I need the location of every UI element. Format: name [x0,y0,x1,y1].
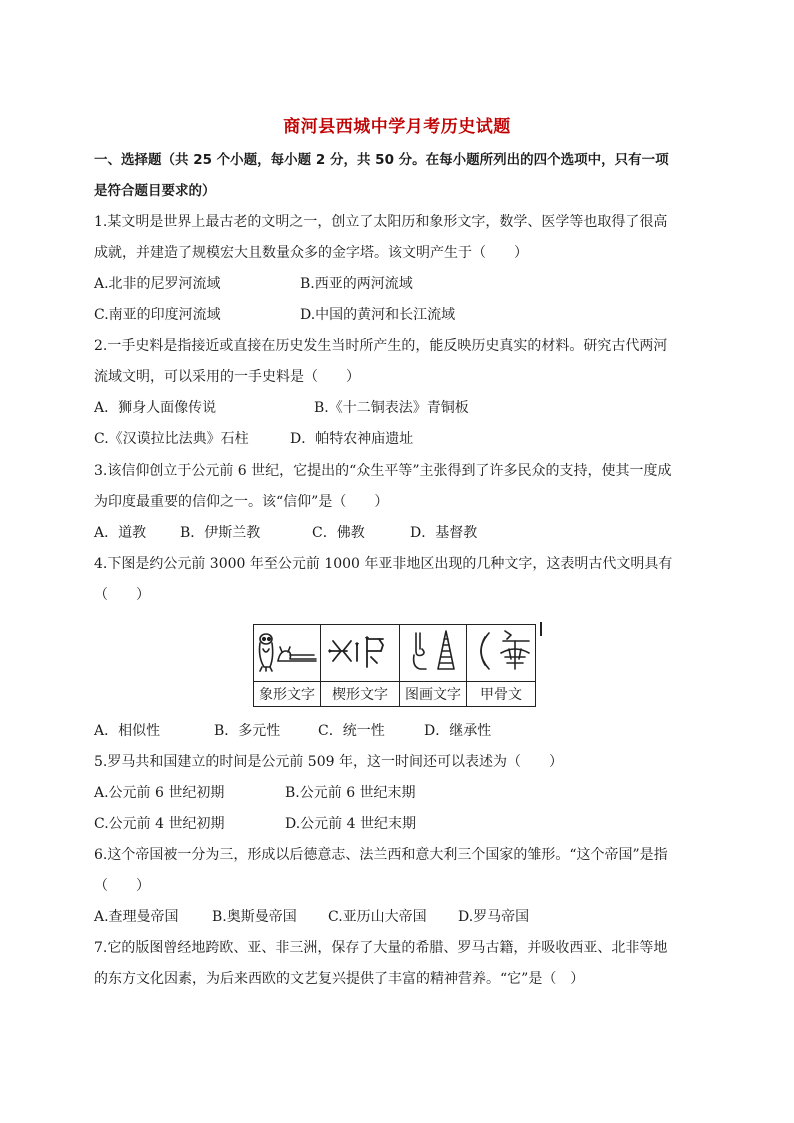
cuneiform-image [321,625,400,682]
q5-option-d: D.公元前 4 世纪末期 [285,816,416,832]
section-heading-line-1: 一、选择题（共 25 个小题，每小题 2 分，共 50 分。在每小题所列出的四个选项中，只有一项 [94,152,669,168]
q6-stem-line-1: 6.这个帝国被一分为三，形成以后德意志、法兰西和意大利三个国家的雏形。“这个帝国”是指 [94,847,668,863]
q1-option-b: B.西亚的两河流域 [300,276,413,292]
q4-stem-line-1: 4.下图是约公元前 3000 年至公元前 1000 年亚非地区出现的几种文字，这表明古代文明具有 [94,556,673,572]
q5-option-b: B.公元前 6 世纪末期 [285,785,416,801]
q7-stem-line-2: 的东方文化因素，为后来西欧的文艺复兴提供了丰富的精神营养。“它”是（ ） [94,971,585,987]
q1-option-d: D.中国的黄河和长江流域 [300,307,456,323]
q2-stem-line-2: 流域文明，可以采用的一手史料是（ ） [94,369,360,385]
q6-option-b: B.奥斯曼帝国 [212,909,297,925]
q5-stem: 5.罗马共和国建立的时间是公元前 509 年，这一时间还可以表述为（ ） [94,754,563,770]
q2-option-c: C.《汉谟拉比法典》石柱 [94,431,249,447]
q6-option-d: D.罗马帝国 [458,909,530,925]
q1-option-c: C.南亚的印度河流域 [94,307,221,323]
q2-option-a: A．狮身人面像传说 [94,400,217,416]
q5-option-c: C.公元前 4 世纪初期 [94,816,225,832]
q3-option-c: C．佛教 [312,525,365,541]
table-label-hieroglyph: 象形文字 [254,682,321,707]
q1-option-a: A.北非的尼罗河流域 [94,276,221,292]
section-heading-line-2: 是符合题目要求的） [94,183,216,199]
q7-stem-line-1: 7.它的版图曾经地跨欧、亚、非三洲，保存了大量的希腊、罗马古籍，并吸收西亚、北非等地 [94,940,668,956]
q4-option-c: C．统一性 [318,723,385,739]
ancient-scripts-table [253,624,536,707]
q4-option-d: D．继承性 [424,723,492,739]
q1-stem-line-2: 成就，并建造了规模宏大且数量众多的金字塔。该文明产生于（ ） [94,245,528,261]
q3-option-d: D．基督教 [410,525,478,541]
q3-option-a: A．道教 [94,525,147,541]
table-label-pictograph: 图画文字 [400,682,467,707]
q4-option-b: B．多元性 [214,723,281,739]
table-label-oracle-bone: 甲骨文 [467,682,536,707]
q2-option-b: B.《十二铜表法》青铜板 [314,400,469,416]
q3-option-b: B．伊斯兰教 [180,525,261,541]
q6-stem-line-2: （ ） [94,878,150,894]
hieroglyph-image [254,625,321,682]
q2-stem-line-1: 2.一手史料是指接近或直接在历史发生当时所产生的，能反映历史真实的材料。研究古代两河 [94,338,668,354]
pictograph-image [400,625,467,682]
q6-option-c: C.亚历山大帝国 [328,909,427,925]
q1-stem-line-1: 1.某文明是世界上最古老的文明之一，创立了太阳历和象形文字，数学、医学等也取得了很高 [94,214,668,230]
table-label-cuneiform: 楔形文字 [321,682,400,707]
q3-stem-line-2: 为印度最重要的信仰之一。该“信仰”是（ ） [94,494,389,510]
q5-option-a: A.公元前 6 世纪初期 [94,785,225,801]
oracle-bone-image [467,625,536,682]
q2-option-d: D．帕特农神庙遗址 [290,431,414,447]
q4-option-a: A．相似性 [94,723,161,739]
q3-stem-line-1: 3.该信仰创立于公元前 6 世纪，它提出的“众生平等”主张得到了许多民众的支持，使其一度成 [94,463,672,479]
table-corner-mark [540,622,542,636]
page-title: 商河县西城中学月考历史试题 [283,117,511,137]
q6-option-a: A.查理曼帝国 [94,909,179,925]
q4-stem-line-2: （ ） [94,587,150,603]
